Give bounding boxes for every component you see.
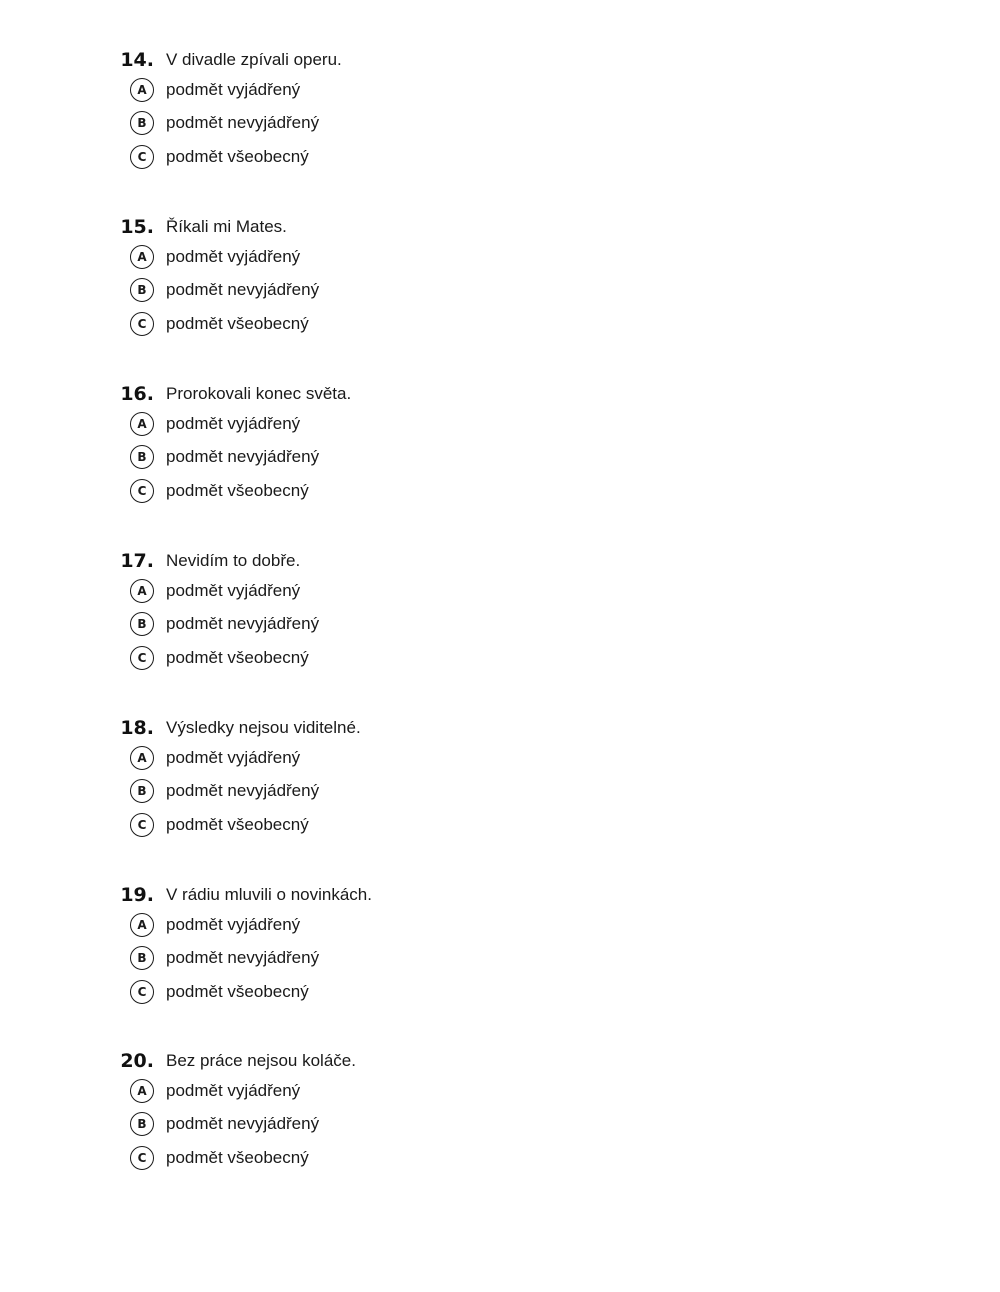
option-a[interactable] <box>130 78 530 106</box>
option-a[interactable] <box>130 1079 530 1107</box>
option-label: podmět nevyjádřený <box>166 948 320 967</box>
option-c-circle[interactable]: C <box>130 145 154 169</box>
option-label: podmět vyjádřený <box>166 1081 301 1100</box>
option-a[interactable] <box>130 746 530 774</box>
option-b-circle[interactable]: B <box>130 946 154 970</box>
option-c-circle[interactable]: C <box>130 646 154 670</box>
question-number: 15. <box>120 216 154 238</box>
option-c[interactable] <box>130 646 530 674</box>
option-b-circle[interactable]: B <box>130 779 154 803</box>
option-a-circle[interactable]: A <box>130 579 154 603</box>
option-label: podmět všeobecný <box>166 648 309 667</box>
option-c[interactable] <box>130 312 530 340</box>
option-b[interactable] <box>130 111 530 139</box>
option-b[interactable] <box>130 612 530 640</box>
option-label: podmět nevyjádřený <box>166 113 320 132</box>
question-number: 19. <box>120 884 154 906</box>
question-header <box>0 549 1000 575</box>
option-b-circle[interactable]: B <box>130 278 154 302</box>
option-c-circle[interactable]: C <box>130 479 154 503</box>
option-label: podmět všeobecný <box>166 982 309 1001</box>
option-a[interactable] <box>130 579 530 607</box>
option-label: podmět nevyjádřený <box>166 280 320 299</box>
option-b[interactable] <box>130 1112 530 1140</box>
question-header <box>0 716 1000 742</box>
option-c-circle[interactable]: C <box>130 980 154 1004</box>
question-number: 17. <box>120 550 154 572</box>
option-label: podmět vyjádřený <box>166 247 301 266</box>
option-a-circle[interactable]: A <box>130 1079 154 1103</box>
question-number: 14. <box>120 49 154 71</box>
option-label: podmět vyjádřený <box>166 581 301 600</box>
option-c[interactable] <box>130 1146 530 1174</box>
option-b-circle[interactable]: B <box>130 612 154 636</box>
question-text: Bez práce nejsou koláče. <box>166 1051 356 1070</box>
option-a-circle[interactable]: A <box>130 746 154 770</box>
option-label: podmět všeobecný <box>166 147 309 166</box>
option-a[interactable] <box>130 412 530 440</box>
option-c-circle[interactable]: C <box>130 1146 154 1170</box>
option-b[interactable] <box>130 278 530 306</box>
option-b-circle[interactable]: B <box>130 445 154 469</box>
question-header <box>0 883 1000 909</box>
option-a-circle[interactable]: A <box>130 245 154 269</box>
option-b-circle[interactable]: B <box>130 1112 154 1136</box>
option-label: podmět nevyjádřený <box>166 781 320 800</box>
question-number: 16. <box>120 383 154 405</box>
question-text: Výsledky nejsou viditelné. <box>166 718 361 737</box>
question-text: Říkali mi Mates. <box>166 217 287 236</box>
question-header <box>0 1049 1000 1075</box>
option-label: podmět všeobecný <box>166 815 309 834</box>
question-number: 18. <box>120 717 154 739</box>
option-a-circle[interactable]: A <box>130 412 154 436</box>
option-label: podmět všeobecný <box>166 1148 309 1167</box>
question-header <box>0 48 1000 74</box>
question-number: 20. <box>120 1050 154 1072</box>
option-b[interactable] <box>130 445 530 473</box>
option-a[interactable] <box>130 245 530 273</box>
option-a-circle[interactable]: A <box>130 913 154 937</box>
option-c[interactable] <box>130 479 530 507</box>
option-label: podmět vyjádřený <box>166 414 301 433</box>
question-text: Prorokovali konec světa. <box>166 384 352 403</box>
question-header <box>0 215 1000 241</box>
question-text: V rádiu mluvili o novinkách. <box>166 885 372 904</box>
question-header <box>0 382 1000 408</box>
option-c[interactable] <box>130 980 530 1008</box>
option-label: podmět vyjádřený <box>166 80 301 99</box>
option-label: podmět všeobecný <box>166 314 309 333</box>
option-label: podmět všeobecný <box>166 481 309 500</box>
option-a[interactable] <box>130 913 530 941</box>
option-b[interactable] <box>130 946 530 974</box>
option-b[interactable] <box>130 779 530 807</box>
option-label: podmět nevyjádřený <box>166 447 320 466</box>
option-label: podmět vyjádřený <box>166 915 301 934</box>
question-text: Nevidím to dobře. <box>166 551 301 570</box>
option-c-circle[interactable]: C <box>130 813 154 837</box>
option-c-circle[interactable]: C <box>130 312 154 336</box>
option-c[interactable] <box>130 145 530 173</box>
option-label: podmět nevyjádřený <box>166 614 320 633</box>
option-c[interactable] <box>130 813 530 841</box>
option-b-circle[interactable]: B <box>130 111 154 135</box>
option-label: podmět vyjádřený <box>166 748 301 767</box>
option-a-circle[interactable]: A <box>130 78 154 102</box>
option-label: podmět nevyjádřený <box>166 1114 320 1133</box>
question-text: V divadle zpívali operu. <box>166 50 342 69</box>
